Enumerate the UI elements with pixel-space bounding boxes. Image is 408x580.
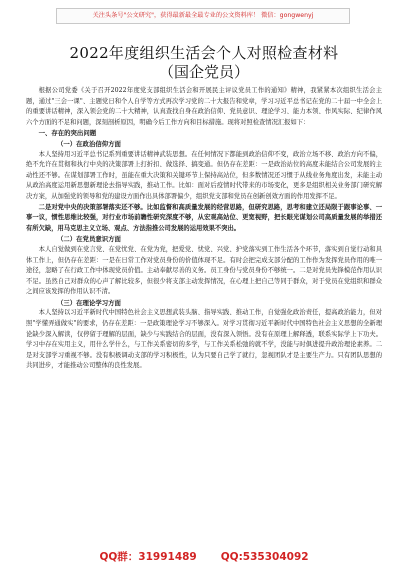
section-heading-problems: 一、存在的突出问题 [38,129,97,138]
footer-contact [0,540,408,570]
intro-paragraph: 根据公司党委《关于召开2022年度党支部组织生活会和开展民主评议党员工作的通知》精神，我紧紧本次组织生活会主题，通过"三会一课"、主题党日和个人自学等方式再次学习党的二十大报告和党章，学习习近平总书记在党的二十届一中全会上的重要讲话精神，深入领会党的二十大精神，认真查找自身在政治信仰、党员意识、理论学习、能力本领、作风实际、纪律作风六个方面的不足和问题，深刻剖析原因，明确今后工作方向和目标措施。现将对照检查情况汇报如下： [26,87,382,126]
document-subtitle: （国企党员） [158,63,249,81]
political-belief-paragraph-2: 二是对党中央的决策部署落实还不够。比如监督和高质量发展的经营思路，但研究思路，思考和建立还局限于跟事论事、一事一议，惯性思维比较强，对行业市场前瞻性研究深度不够，从宏观高站位、更宽视野，把长眼光谋划公司高质量发展的举措还有所欠缺，用马克思主义立场、观点、方法指推公司发展的运用效果不突出。 [26,203,382,232]
subsection-heading-party-awareness: （二）在党员意识方面 [57,235,121,244]
subsection-heading-political-belief: （一）在政治信仰方面 [57,139,121,148]
footer-qq: QQ:535304092 [220,551,309,563]
document-title: 2022年度组织生活会个人对照检查材料 [69,44,339,62]
footer-qq-group: QQ群：31991489 [99,551,197,563]
party-awareness-paragraph: 本人自觉做到在党言党、在党忧党、在党为党，把爱党、忧党、兴党、护党落实到工作生活各个环节，落实到自觉行动和具体工作上，但仍存在差距：一是在日常工作对党员身份的价值体现不足。有时会把完成支部分配的工作作为发挥党员作用的唯一途径，忽略了在行政工作中体现党员价值。主动奉献尽善的义务。员工身份与党员身份不够统一。二是对党员先锋模范作用认识不足。虽然自己对群众的心声了解比较多，但很少将支部主动发挥情况，在心理上把自己等同于群众，对于党员在党组织和群众之间应该发挥的作用认识不清。 [26,245,382,296]
banner-box [56,8,350,24]
subsection-heading-theory-study: （三）在理论学习方面 [57,298,121,307]
political-belief-paragraph: 本人坚持用习近平总书记系列重要讲话精神武装思想。在任何情况下都能到政治信仰不变，政治立场不移、政治方向不偏，绝不允许在贯彻和执行中央的决策部署上打折扣、做选择、搞变通。但仍存在差距：一是政治站位的高度未能结合公司发展的主动性还不够。在谋划部署工作时，虽能在重大决策和关键环节上保持高站位，但多数情况还习惯于从线业务角度出发，未能主动从政治高度运用新思想新理论去指导实践，推动工作。比如：面对后疫情时代带来的市场变化，更多是组织相关业务部门研究解决方案，从加强党的领导和党的建设方面作出具体部署偏少，组织党支部和党员在创新创效方面的作用发挥不足。 [26,150,382,200]
document-body [26,44,382,534]
banner-text: 关注头条号"公文研究"，获得最新最全最专业的公文资料库！ 微信：gongwenyj [92,12,314,19]
top-banner [0,0,408,30]
theory-study-paragraph: 本人坚持以习近平新时代中国特色社会主义思想武装头脑、指导实践、推动工作，自觉强化政治责任，提高政治能力，但对照"学懂弄通做实"的要求，仍存在差距：一是政策理论学习不够深入。对学习贯彻习近平新时代中国特色社会主义思想的全新理论缺少深入解读，仅停留于理解的层面，缺少与实践结合的层面，没有深入领悟。没有在原理上解释透，联系实际学上下功夫。学习中存在实用主义，用什么学什么，与工作关系密切的多学，与工作关系松弛的就不学，没能与时俱进提升政治理论素养。二是对支部学习重视不够。没有积极调动支部的学习积极性，认为只要自己学了就行，忽视团队才是主要生产力。只有团队思想的共同进步，才能推动公司整体的良性发展。 [26,309,382,370]
